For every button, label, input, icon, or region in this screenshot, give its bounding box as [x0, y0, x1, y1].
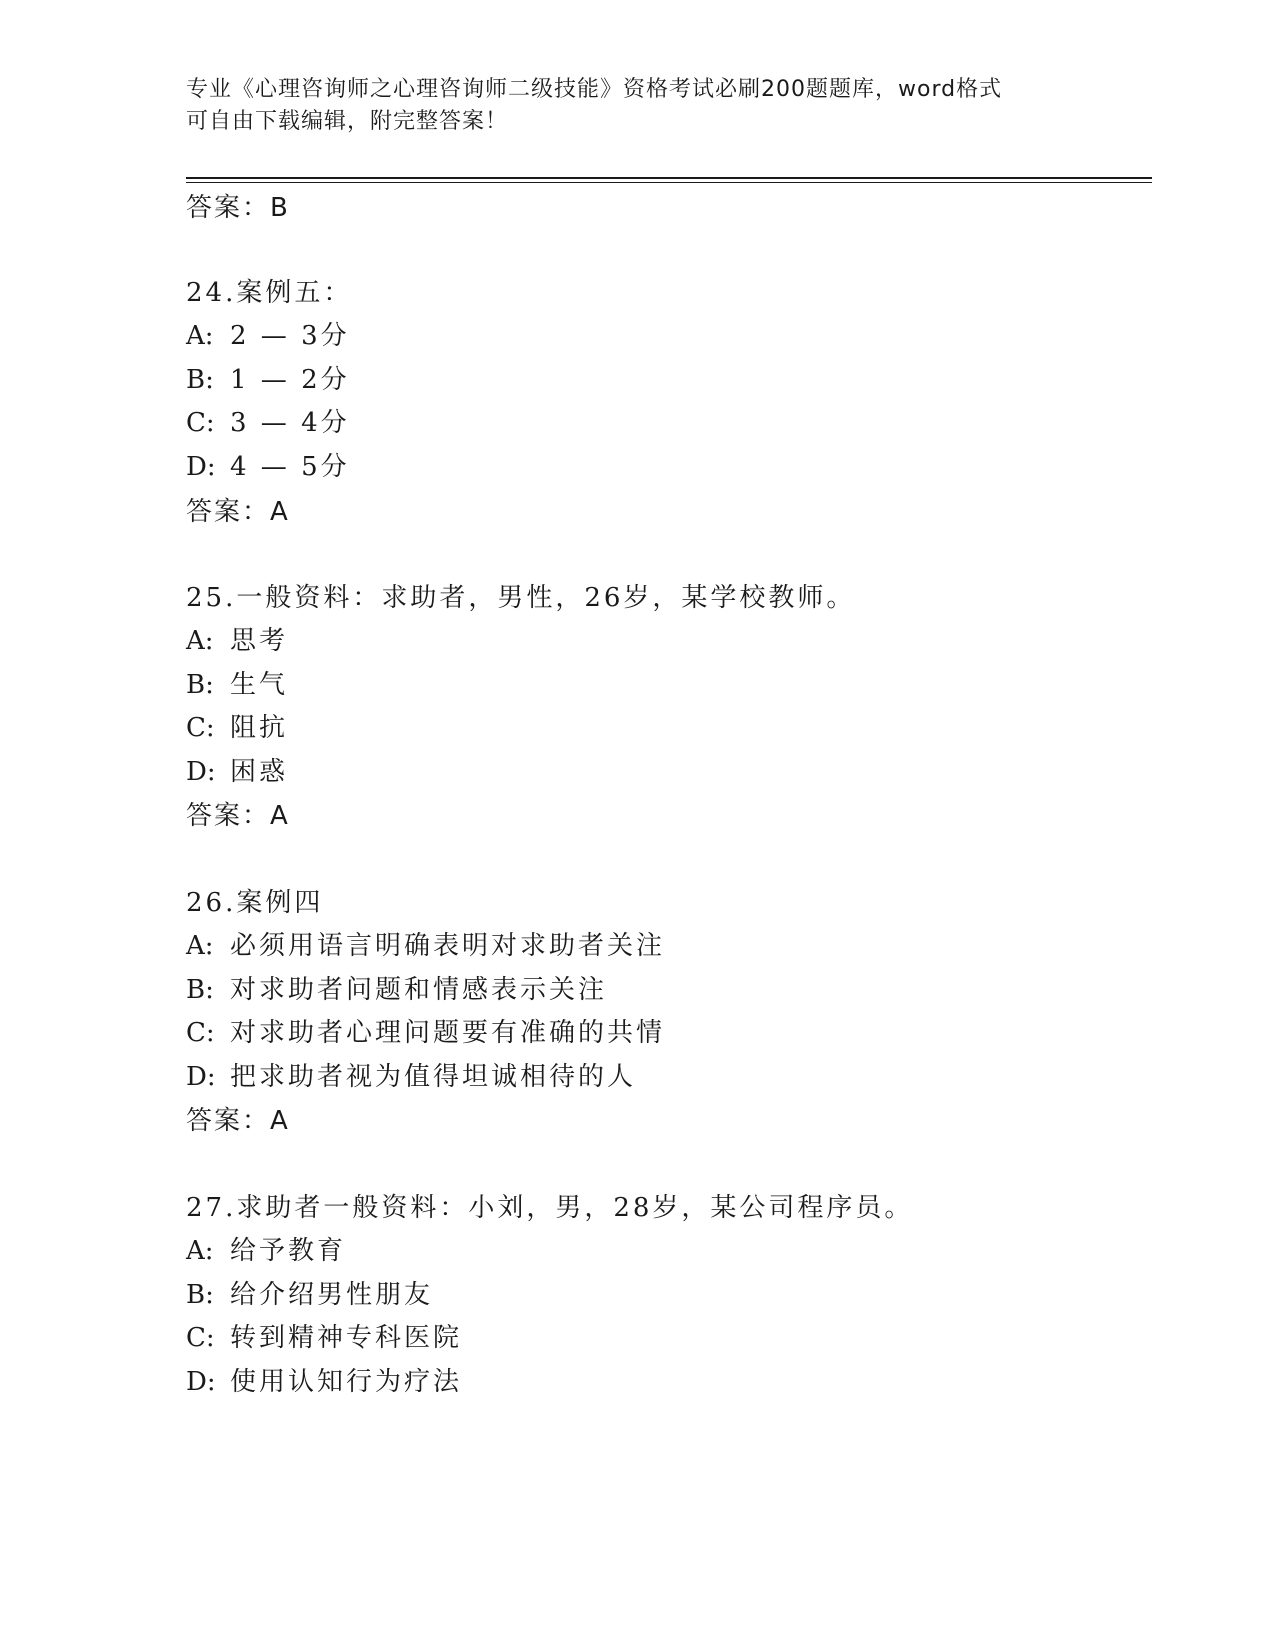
option-label: A: [186, 1236, 214, 1266]
option-text: 给予教育 [230, 1236, 347, 1266]
question-option [186, 930, 665, 962]
option-label: A: [186, 321, 214, 351]
question-option [186, 756, 288, 788]
question-title: 24.案例五： [186, 278, 353, 308]
option-label: B: [186, 670, 214, 700]
option-label: A: [186, 626, 214, 656]
question-option [186, 320, 350, 352]
option-label: A: [186, 931, 214, 961]
question-option [186, 407, 350, 439]
option-label: D: [186, 757, 216, 787]
header-line-1: 专业《心理咨询师之心理咨询师二级技能》资格考试必刷200题题库，word格式 [186, 77, 1003, 102]
question-option [186, 712, 288, 744]
option-text: 对求助者问题和情感表示关注 [230, 975, 608, 1005]
option-text: 使用认知行为疗法 [230, 1367, 463, 1397]
answer-line [186, 800, 290, 832]
question-option [186, 1235, 346, 1267]
option-label: C: [186, 1323, 215, 1353]
question-option [186, 1366, 462, 1398]
option-text: 4 — 5分 [230, 452, 350, 482]
question-option [186, 1322, 462, 1354]
option-text: 转到精神专科医院 [230, 1323, 463, 1353]
header-rule-thick [186, 177, 1152, 179]
question-option [186, 669, 288, 701]
answer-value: B [270, 193, 290, 223]
answer-value: A [270, 497, 290, 527]
answer-line [186, 1105, 290, 1137]
answer-line [186, 192, 290, 224]
answer-prefix: 答案： [186, 497, 271, 527]
question-title: 25.一般资料：求助者，男性，26岁，某学校教师。 [186, 583, 856, 613]
header-line-2: 可自由下载编辑，附完整答案！ [186, 109, 509, 134]
question-option [186, 1061, 636, 1093]
answer-line [186, 496, 290, 528]
question-option [186, 625, 288, 657]
option-label: B: [186, 1280, 214, 1310]
header-rule-thin [186, 182, 1152, 183]
option-label: B: [186, 975, 214, 1005]
document-header [186, 74, 1086, 138]
question-option [186, 451, 350, 483]
option-text: 必须用语言明确表明对求助者关注 [230, 931, 666, 961]
option-text: 给介绍男性朋友 [230, 1280, 434, 1310]
question-option [186, 974, 607, 1006]
option-text: 生气 [230, 670, 289, 700]
option-text: 阻抗 [230, 713, 289, 743]
question-title: 27.求助者一般资料：小刘，男，28岁，某公司程序员。 [186, 1193, 914, 1223]
answer-value: A [270, 801, 290, 831]
answer-value: A [270, 1106, 290, 1136]
option-label: D: [186, 1367, 216, 1397]
answer-prefix: 答案： [186, 801, 271, 831]
option-label: B: [186, 365, 214, 395]
option-label: C: [186, 408, 215, 438]
option-label: D: [186, 1062, 216, 1092]
question-option [186, 1279, 433, 1311]
question-title: 26.案例四 [186, 888, 324, 918]
option-label: D: [186, 452, 216, 482]
option-text: 1 — 2分 [230, 365, 350, 395]
option-label: C: [186, 713, 215, 743]
option-text: 3 — 4分 [230, 408, 350, 438]
option-label: C: [186, 1018, 215, 1048]
question-option [186, 1017, 665, 1049]
option-text: 思考 [230, 626, 289, 656]
question-option [186, 364, 350, 396]
option-text: 困惑 [230, 757, 289, 787]
option-text: 把求助者视为值得坦诚相待的人 [230, 1062, 637, 1092]
answer-prefix: 答案： [186, 193, 271, 223]
option-text: 对求助者心理问题要有准确的共情 [230, 1018, 666, 1048]
option-text: 2 — 3分 [230, 321, 350, 351]
answer-prefix: 答案： [186, 1106, 271, 1136]
